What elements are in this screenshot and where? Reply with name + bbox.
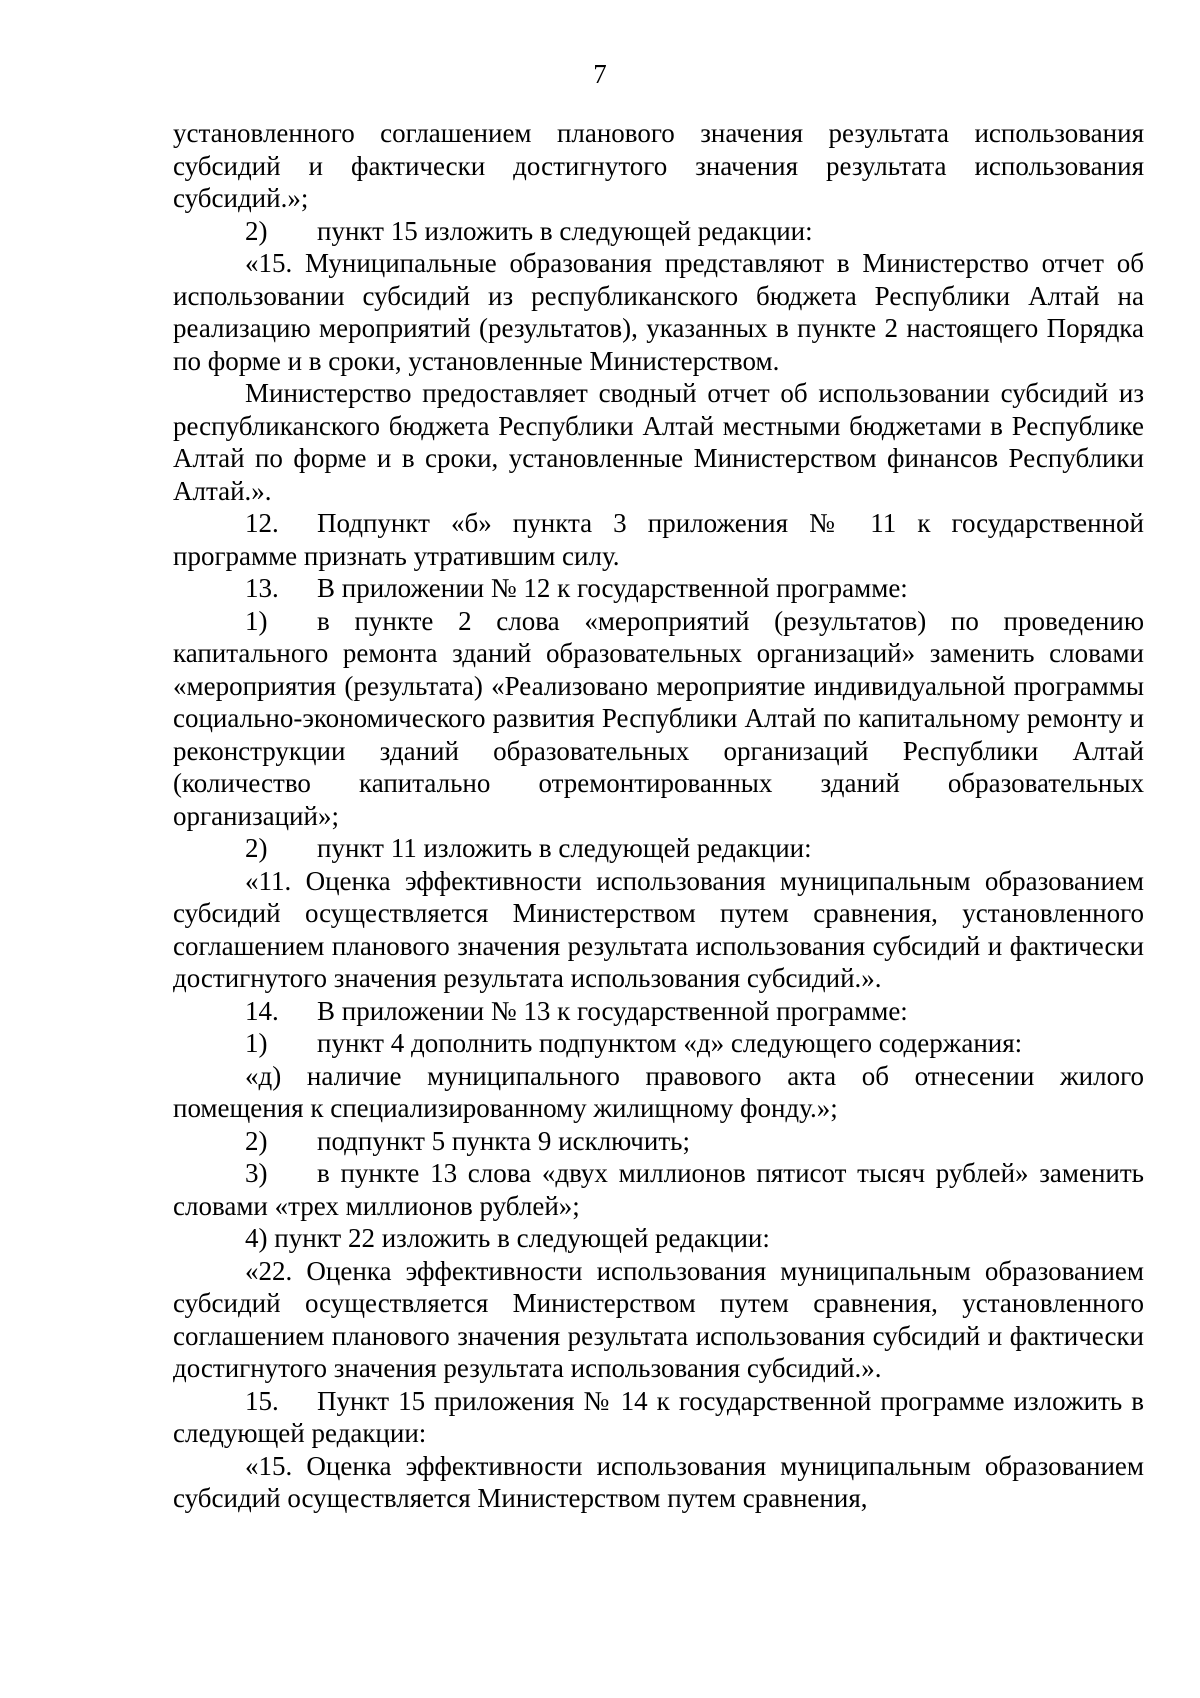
paragraph-text: установленного соглашением планового значения результата использования субсидий и фактически достигнутого значения результата использования субсидий.»; [173,118,1144,213]
paragraph [173,832,1144,865]
paragraph-text: «11. Оценка эффективности использования муниципальным образованием субсидий осуществляется Министерством путем сравнения, установленного соглашением планового значения результата использования субсидий и фактически достигнутого значения результата использования субсидий.». [173,865,1144,993]
paragraph-text: пункт 15 изложить в следующей редакции: [317,215,813,246]
paragraph [173,377,1144,507]
paragraph [173,117,1144,215]
paragraph [173,605,1144,833]
item-number: 2) [245,215,268,246]
paragraph [173,1157,1144,1222]
paragraph [173,1222,1144,1255]
paragraph-text: подпункт 5 пункта 9 исключить; [317,1125,690,1156]
paragraph-text: В приложении № 12 к государственной программе: [317,573,908,603]
document-body [173,117,1144,1515]
item-number: 3) [245,1158,268,1188]
page-number: 7 [593,59,607,89]
paragraph [173,995,1144,1028]
paragraph-text: Подпункт «б» пункта 3 приложения № 11 к государственной программе признать утратившим силу. [173,508,1144,571]
item-number: 1) [245,605,268,636]
item-number: 12. [245,508,279,538]
paragraph-text: В приложении № 13 к государственной программе: [317,995,908,1026]
paragraph [173,1027,1144,1060]
paragraph-text: в пункте 13 слова «двух миллионов пятисот тысяч рублей» заменить словами «трех миллионов рублей»; [173,1158,1144,1221]
paragraph [173,1255,1144,1385]
paragraph-text: «15. Муниципальные образования представляют в Министерство отчет об использовании субсидий из республиканского бюджета Республики Алтай на реализацию мероприятий (результатов), указанных в пункте 2 настоящего Порядка по форме и в сроки, установленные Министерством. [173,248,1144,376]
paragraph [173,1385,1144,1450]
paragraph-text: «д) наличие муниципального правового акта об отнесении жилого помещения к специализированному жилищному фонду.»; [173,1060,1144,1123]
paragraph-text: «15. Оценка эффективности использования муниципальным образованием субсидий осуществляется Министерством путем сравнения, [173,1450,1144,1513]
paragraph-text: в пункте 2 слова «мероприятий (результатов) по проведению капитального ремонта зданий образовательных организаций» заменить словами «мероприятия (результата) «Реализовано мероприятие индивидуальной программы социально-экономического развития Республики Алтай по капитальному ремонту и реконструкции зданий образовательных организаций Республики Алтай (количество капитально отремонтированных зданий образовательных организаций»; [173,605,1144,831]
paragraph-text: «22. Оценка эффективности использования муниципальным образованием субсидий осуществляется Министерством путем сравнения, установленного соглашением планового значения результата использования субсидий и фактически достигнутого значения результата использования субсидий.». [173,1255,1144,1383]
paragraph [173,572,1144,605]
paragraph [173,1450,1144,1515]
paragraph-text: Пункт 15 приложения № 14 к государственной программе изложить в следующей редакции: [173,1385,1144,1448]
paragraph [173,215,1144,248]
paragraph [173,865,1144,995]
paragraph-text: пункт 11 изложить в следующей редакции: [317,833,812,863]
item-number: 13. [245,573,279,603]
item-number: 14. [245,995,279,1026]
item-number: 1) [245,1028,268,1058]
item-number: 15. [245,1385,279,1416]
item-number: 2) [245,1125,268,1156]
item-number: 2) [245,833,268,863]
paragraph [173,507,1144,572]
paragraph [173,1060,1144,1125]
paragraph-text: Министерство предоставляет сводный отчет об использовании субсидий из республиканского бюджета Республики Алтай местными бюджетами в Республике Алтай по форме и в сроки, установленные Министерством финансов Республики Алтай.». [173,378,1144,506]
paragraph-text: 4) пункт 22 изложить в следующей редакции: [245,1223,770,1253]
paragraph [173,247,1144,377]
paragraph [173,1125,1144,1158]
paragraph-text: пункт 4 дополнить подпунктом «д» следующего содержания: [317,1028,1023,1058]
